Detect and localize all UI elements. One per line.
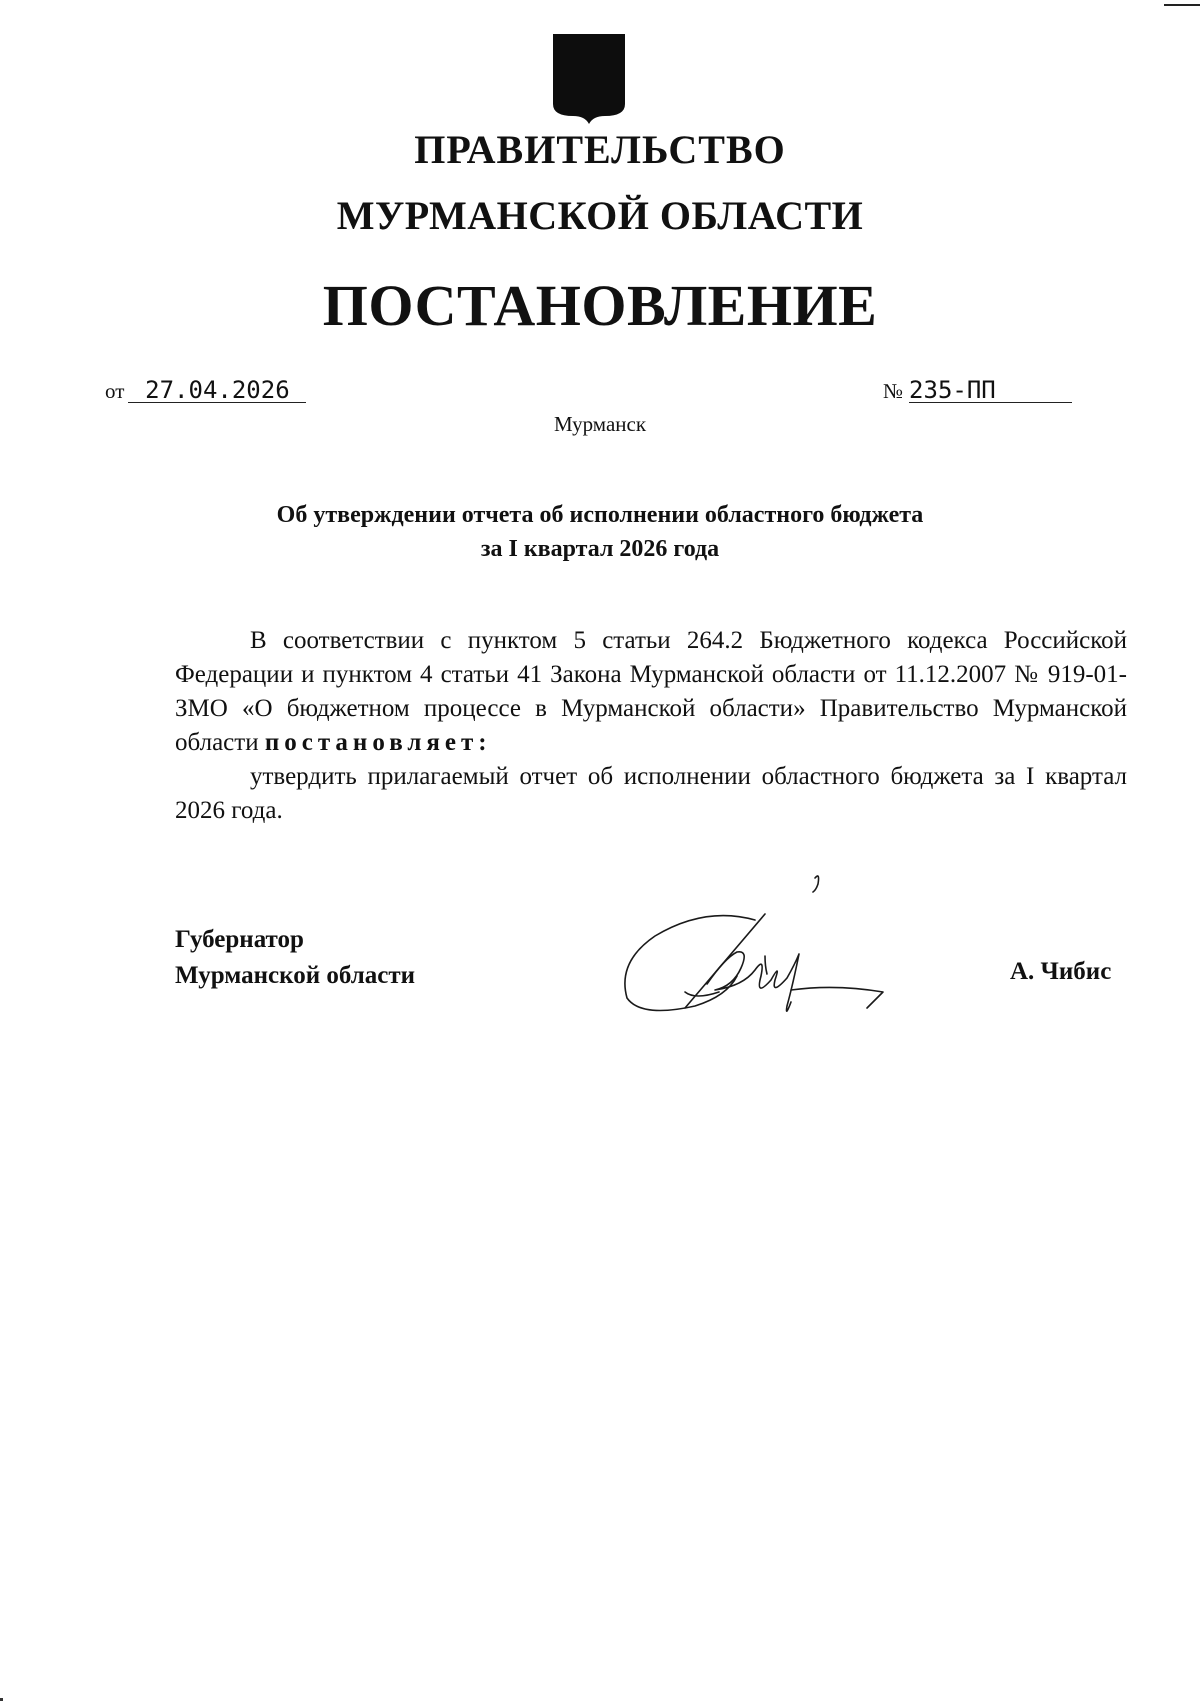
scan-speck	[0, 1698, 3, 1701]
date-prefix: от	[105, 379, 125, 403]
number-value: 235-ПП	[909, 378, 1072, 403]
title-line-2: за I квартал 2026 года	[480, 536, 720, 562]
body-paragraph-1	[175, 624, 1127, 760]
signer-name: А. Чибис	[1010, 958, 1112, 985]
city-name: Мурманск	[553, 412, 647, 436]
document-number	[883, 378, 1072, 404]
document-body	[175, 624, 1127, 828]
signer-position	[175, 922, 415, 994]
body-paragraph-2: утвердить прилагаемый отчет об исполнении областного бюджета за I квартал 2026 года.	[175, 763, 1127, 824]
org-name-line-1: ПРАВИТЕЛЬСТВО	[414, 127, 786, 172]
signer-position-line-1: Губернатор	[175, 926, 304, 953]
handwritten-signature-icon	[615, 866, 895, 1026]
document-date	[105, 378, 306, 404]
scan-corner-mark	[1164, 4, 1200, 6]
date-value: 27.04.2026	[128, 378, 306, 403]
org-name-line-2: МУРМАНСКОЙ ОБЛАСТИ	[336, 193, 864, 238]
body-paragraph-1-text: В соответствии с пунктом 5 статьи 264.2 Бюджетного кодекса Российской Федерации и пунктом 4 статьи 41 Закона Мурманской области от 11.12.2007 № 919-01-ЗМО «О бюджетном процессе в Мурманской области» Правительство Мурманской области	[175, 627, 1127, 756]
number-prefix: №	[883, 379, 904, 403]
document-type-heading: ПОСТАНОВЛЕНИЕ	[322, 273, 878, 338]
coat-of-arms-icon	[549, 32, 629, 126]
document-title	[0, 498, 1200, 566]
signer-position-line-2: Мурманской области	[175, 962, 416, 989]
title-line-1: Об утверждении отчета об исполнении областного бюджета	[276, 502, 924, 528]
decree-word: постановляет:	[264, 729, 492, 756]
